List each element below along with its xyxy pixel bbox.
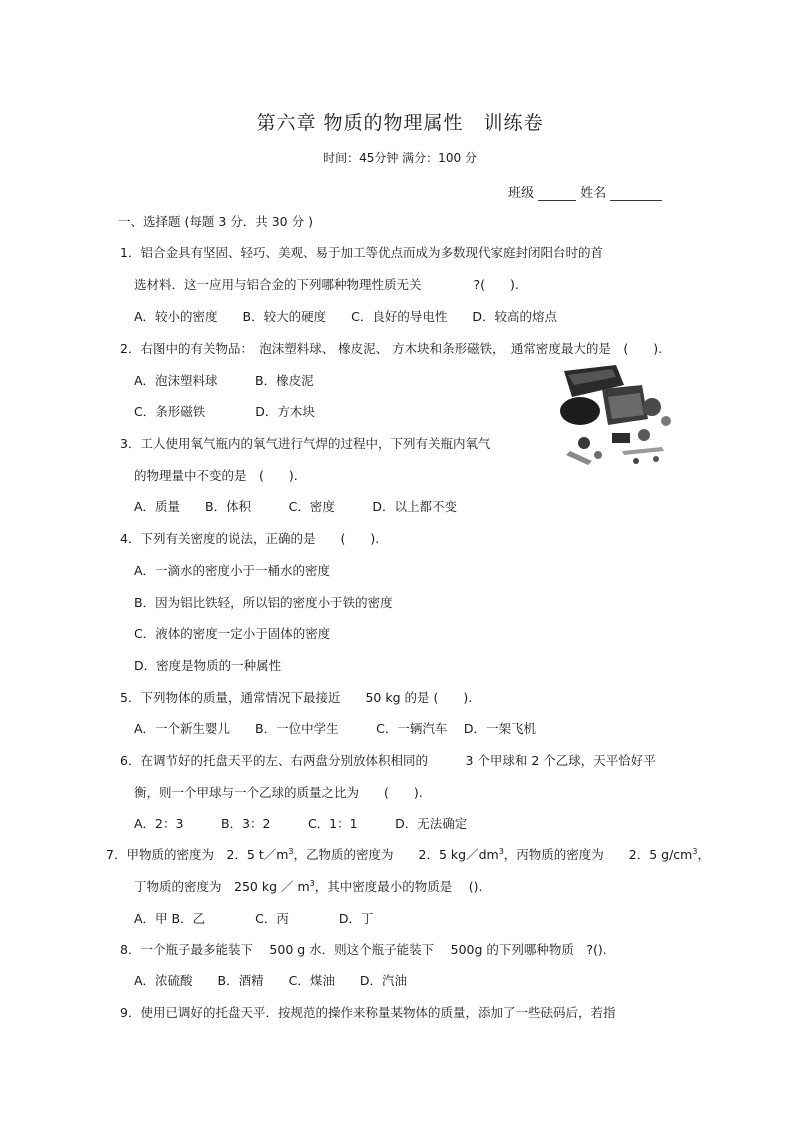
- question-4-option-a: A．一滴水的密度小于一桶水的密度: [134, 563, 331, 578]
- name-blank: [610, 200, 662, 201]
- question-6-options: A．2：3 B．3：2 C．1：1 D．无法确定: [134, 816, 468, 831]
- question-1-paren: ?( ).: [473, 277, 519, 292]
- question-4-option-b: B．因为铝比铁轻，所以铝的密度小于铁的密度: [134, 595, 393, 610]
- question-5-line-1: 5．下列物体的质量，通常情况下最接近 50 kg 的是 ( ).: [120, 690, 473, 705]
- question-6-line-2: 衡，则一个甲球与一个乙球的质量之比为 ( ).: [134, 785, 423, 800]
- question-1-options: A．较小的密度 B．较大的硬度 C．良好的导电性 D．较高的熔点: [134, 309, 557, 324]
- question-7-part-5: 丁物质的密度为 250 kg ／ m: [134, 879, 310, 894]
- question-4-option-c: C．液体的密度一定小于固体的密度: [134, 626, 331, 641]
- question-7-part-6: ，其中密度最小的物质是 ().: [314, 879, 483, 894]
- question-2-options-row-1: A．泡沫塑料球 B．橡皮泥: [134, 373, 314, 388]
- exam-time-score: 时间：45分钟 满分：100 分: [323, 151, 477, 165]
- question-5-options: A．一个新生婴儿 B．一位中学生 C．一辆汽车 D．一架飞机: [134, 721, 536, 736]
- section-heading: 一、选择题 (每题 3 分．共 30 分 ): [118, 214, 313, 229]
- question-2-options-row-2: C．条形磁铁 D．方木块: [134, 404, 315, 419]
- question-1-text: 选材料．这一应用与铝合金的下列哪种物理性质无关: [134, 277, 422, 292]
- question-3-line-1: 3．工人使用氧气瓶内的氧气进行气焊的过程中，下列有关瓶内氧气: [120, 436, 491, 451]
- question-6-line-1: 6．在调节好的托盘天平的左、右两盘分别放体积相同的 3 个甲球和 2 个乙球，天平恰好平: [120, 753, 656, 768]
- objects-figure: [552, 363, 674, 471]
- class-name-line: [508, 182, 662, 201]
- question-7-part-2: ，乙物质的密度为 2．5 kg／dm: [293, 847, 499, 862]
- question-7-line-1: [106, 845, 710, 863]
- question-3-line-2: 的物理量中不变的是 ( ).: [134, 468, 298, 483]
- question-1-line-1: 1．铝合金具有坚固、轻巧、美观、易于加工等优点而成为多数现代家庭封闭阳台时的首: [120, 245, 603, 260]
- question-1-line-2: [134, 275, 519, 293]
- question-8-line-1: 8．一个瓶子最多能装下 500 g 水．则这个瓶子能装下 500g 的下列哪种物质 ?().: [120, 942, 607, 957]
- class-label: 班级: [508, 186, 535, 201]
- question-2-line-1: 2．右图中的有关物品： 泡沫塑料球、 橡皮泥、 方木块和条形磁铁， 通常密度最大的是 ( ).: [120, 341, 663, 356]
- question-7-line-2: [134, 877, 482, 895]
- question-7-part-3: ，丙物质的密度为 2．5 g/cm: [503, 847, 693, 862]
- question-7-options: A．甲 B．乙 C．丙 D．丁: [134, 911, 374, 926]
- question-8-options: A．浓硫酸 B．酒精 C．煤油 D．汽油: [134, 973, 407, 988]
- class-blank: [538, 200, 576, 201]
- name-label: 姓名: [580, 186, 607, 201]
- superscript-3: 3: [288, 846, 294, 856]
- question-7-part-4: ，: [697, 847, 710, 862]
- question-4-option-d: D．密度是物质的一种属性: [134, 658, 282, 673]
- objects-illustration: [552, 363, 674, 471]
- superscript-3: 3: [692, 846, 698, 856]
- superscript-3: 3: [309, 878, 315, 888]
- question-3-options: A．质量 B．体积 C．密度 D．以上都不变: [134, 499, 457, 514]
- question-4-line-1: 4．下列有关密度的说法，正确的是 ( ).: [120, 531, 380, 546]
- superscript-3: 3: [498, 846, 504, 856]
- question-7-part-1: 7．甲物质的密度为 2．5 t／m: [106, 847, 289, 862]
- question-9-line-1: 9．使用已调好的托盘天平．按规范的操作来称量某物体的质量，添加了一些砝码后，若指: [120, 1005, 616, 1020]
- page-title: 第六章 物质的物理属性 训练卷: [256, 112, 544, 134]
